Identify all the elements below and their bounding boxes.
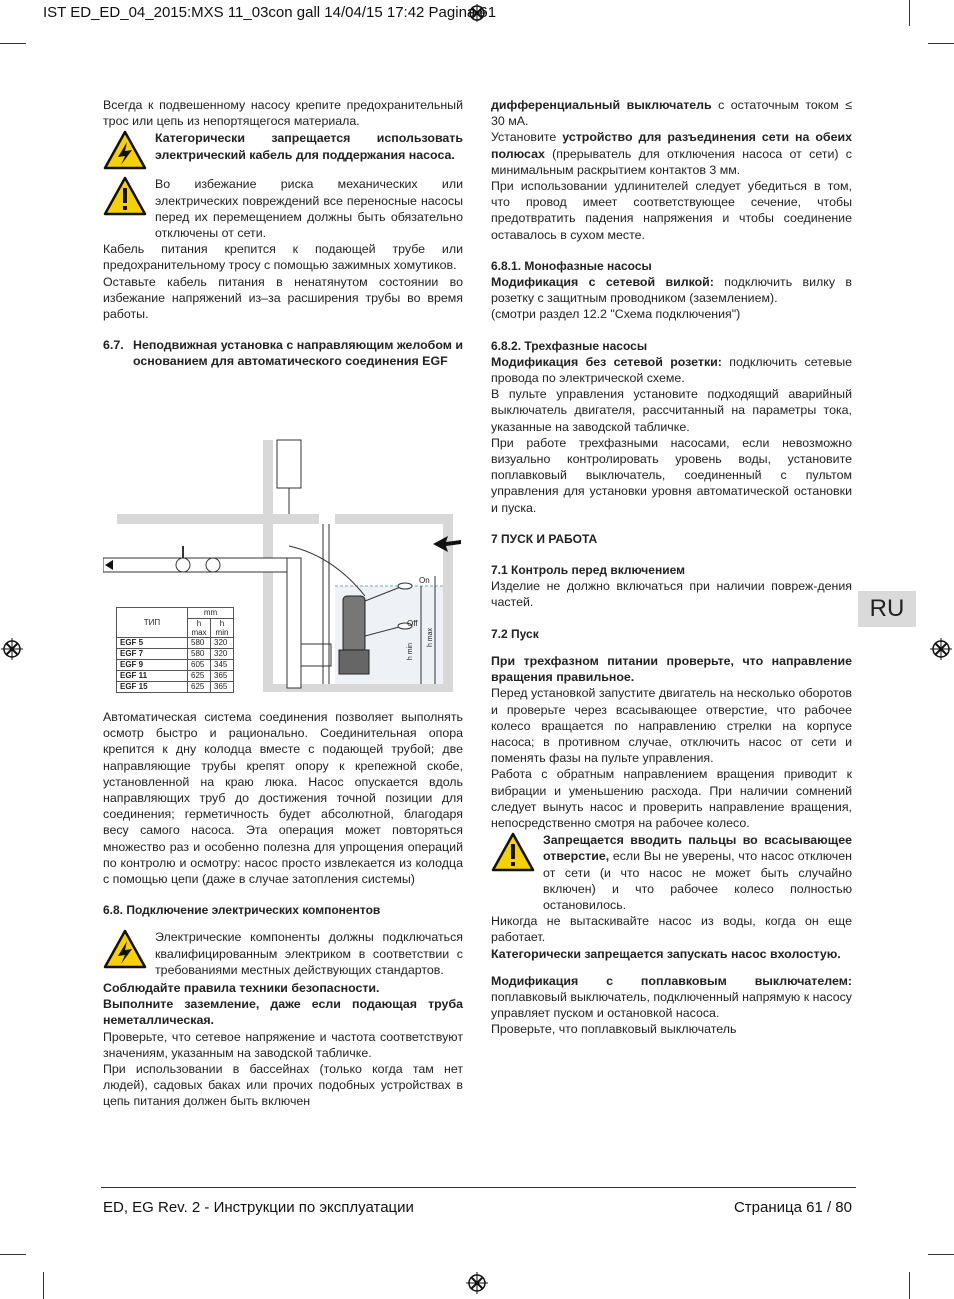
registration-mark-icon [1, 638, 23, 660]
paragraph: Всегда к подвешенному насосу крепите предохранительный трос или цепь из непортящегося материала. [103, 98, 463, 129]
warning-block [103, 130, 463, 170]
section-heading-6-7 [103, 337, 463, 369]
paragraph: При трехфазном питании проверьте, что направление вращения правильное. [491, 653, 852, 685]
crop-mark [43, 1272, 44, 1299]
paragraph: Изделие не должно включаться при наличии повреж-дения частей. [491, 579, 852, 610]
paragraph: Автоматическая система соединения позволяет выполнять осмотр быстро и рационально. Соединительная опора крепится к дну колодца вместе с подающей трубой; две направляющие трубы крепят опору к крепежной скобе, установленной на краю люка. Насос опускается вдоль направляющих труб до достижения точной позиции для соединения; герметичность будет абсолютной, благодаря весу самого насоса. Эта операция может повторяться множество раз и особенно полезна для упрощения операций по контролю и осмотру: насос просто извлекается из колодца с помощью цепи (даже в случае затопления системы) [103, 710, 463, 887]
egf-dimensions-table [116, 607, 234, 693]
column-header-hmin: h min [211, 619, 234, 638]
paragraph: Проверьте, что поплавковый выключатель [491, 1022, 737, 1037]
crop-mark [0, 43, 26, 44]
crop-mark [0, 1254, 26, 1255]
paragraph: Модификация без сетевой розетки: подключить сетевые провода по электрической схеме. [491, 354, 852, 386]
paragraph: Перед установкой запустите двигатель на несколько оборотов и проверьте через всасывающее отверстие, что рабочее колесо вращается по направлению стрелки на корпусе насоса; в противном случае, отключить насос от сети и поменять фазы на пульте управления. [491, 686, 852, 766]
table-row: EGF 15 625 365 [117, 682, 234, 693]
paragraph: Выполните заземление, даже если подающая труба неметаллическая. [103, 997, 463, 1028]
paragraph: Никогда не вытаскивайте насос из воды, когда он еще работает. [491, 914, 852, 945]
right-column [491, 97, 852, 1038]
footer-title: ED, EG Rev. 2 - Инструкции по эксплуатации [103, 1199, 414, 1216]
left-column [103, 97, 463, 370]
paragraph: При использовании в бассейнах (только когда там нет людей), садовых баках или прочих подобных устройствах в цепь питания должен быть включен [103, 1062, 463, 1109]
table-row: EGF 5 580 320 [117, 638, 234, 649]
paragraph: Модификация с сетевой вилкой: подключить вилку в розетку с защитным проводником (заземлением). [491, 275, 852, 306]
section-title-6-8: 6.8. Подключение электрических компонентов [103, 903, 381, 918]
paragraph: В пульте управления установите подходящий аварийный выключатель двигателя, рассчитанный на параметры тока, указанные на заводской табличке. [491, 387, 852, 434]
crop-mark [909, 0, 910, 26]
language-tab: RU [858, 591, 916, 627]
paragraph: При работе трехфазными насосами, если невозможно визуально контролировать уровень воды, установите поплавковый выключатель, соединенный с пультом управления для установки уровня автоматической остановки и пуска. [491, 435, 852, 515]
crop-mark [928, 43, 954, 44]
paragraph: Проверьте, что сетевое напряжение и частота соответствуют значениям, указанным на заводской табличке. [103, 1029, 463, 1060]
figure-label-hmax: h max [427, 627, 435, 648]
paragraph: Соблюдайте правила техники безопасности. [103, 981, 380, 996]
section-title: Неподвижная установка с направляющим желобом и основанием для автоматического соединения EGF [133, 338, 463, 369]
installation-figure [103, 436, 463, 696]
warning-text: Запрещается вводить пальцы во всасывающее отверстие, если Вы не уверены, что насос отключен от сети (и что насос не может быть случайно включен) и что рабочее колесо полностью остановилось. [543, 833, 852, 912]
section-number: 6.7. [103, 338, 124, 353]
electric-hazard-icon [103, 130, 147, 170]
section-title-7-2: 7.2 Пуск [491, 626, 539, 641]
paragraph: Кабель питания крепится к подающей трубе или предохранительному тросу с помощью зажимных хомутиков. [103, 242, 463, 273]
print-header: IST ED_ED_04_2015:MXS 11_03con gall 14/04/15 17:42 Pagina 61 [43, 4, 497, 21]
section-title-6-8-1: 6.8.1. Монофазные насосы [491, 258, 652, 273]
column-header-type: ТИП [117, 608, 188, 638]
table-row: EGF 11 625 365 [117, 671, 234, 682]
figure-label-on: On [419, 576, 430, 585]
electric-hazard-icon [103, 929, 147, 969]
section-title-7-1: 7.1 Контроль перед включением [491, 563, 685, 578]
table-row: EGF 7 580 320 [117, 649, 234, 660]
section-title-6-8-2: 6.8.2. Трехфазные насосы [491, 338, 648, 353]
page-number: Страница 61 / 80 [733, 1199, 852, 1216]
figure-label-hmin: h min [407, 642, 415, 661]
warning-text: Во избежание риска механических или электрических повреждений все переносные насосы перед их перемещением должны быть обязательно отключены от сети. [155, 177, 463, 241]
paragraph: Категорически запрещается запускать насос вхолостую. [491, 946, 841, 961]
section-title-7: 7 ПУСК И РАБОТА [491, 531, 598, 546]
paragraph: Работа с обратным направлением вращения приводит к вибрации и уменьшению расхода. При наличии сомнений следует вынуть насос и проверить направление вращения, непосредственно смотря на рабочее колесо. [491, 767, 852, 830]
paragraph: Оставьте кабель питания в ненатянутом состоянии во избежание напряжений из–за расширения трубы во время работы. [103, 274, 463, 322]
paragraph: Модификация с поплавковым выключателем: поплавковый выключатель, подключенный напрямую к насосу управляет пуском и остановкой насоса. [491, 973, 852, 1021]
crop-mark [909, 1272, 910, 1299]
column-header-mm: mm [188, 608, 234, 619]
warning-block [103, 176, 463, 241]
paragraph: (смотри раздел 12.2 "Схема подключения") [491, 307, 741, 322]
figure-label-off: Off [407, 619, 418, 628]
paragraph: При использовании удлинителей следует убедиться в том, что провод имеет соответствующее сечение, чтобы предотвратить падения напряжения и чтобы соединение оставалось в сухом месте. [491, 179, 852, 242]
warning-exclamation-icon [491, 832, 535, 872]
crop-mark [928, 1254, 954, 1255]
left-column-lower [103, 709, 463, 1110]
warning-block [103, 929, 463, 978]
warning-text: Электрические компоненты должны подключаться квалифицированным электриком в соответствии с требованиями местных действующих стандартов. [155, 930, 463, 977]
warning-block [491, 832, 852, 913]
registration-mark-icon [930, 638, 952, 660]
warning-text: Категорически запрещается использовать электрический кабель для поддержания насоса. [155, 131, 463, 162]
table-row: EGF 9 605 345 [117, 660, 234, 671]
warning-exclamation-icon [103, 176, 147, 216]
paragraph: дифференциальный выключатель с остаточным током ≤ 30 мА. [491, 98, 852, 129]
column-header-hmax: h max [188, 619, 211, 638]
footer-divider [101, 1187, 856, 1188]
paragraph: Установите устройство для разъединения сети на обеих полюсах (прерыватель для отключения насоса от сети) с минимальным раскрытием контактов 3 мм. [491, 130, 852, 177]
registration-mark-icon [466, 1272, 488, 1294]
